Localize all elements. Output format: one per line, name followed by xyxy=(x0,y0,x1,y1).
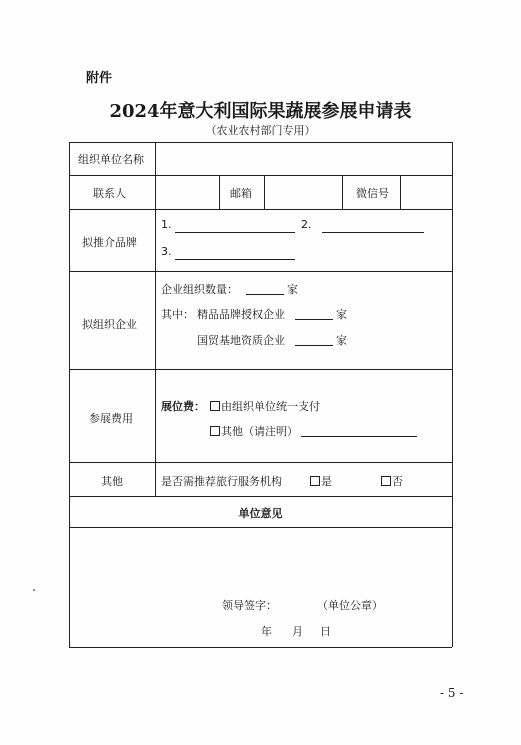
leader-sign-label: 领导签字： xyxy=(222,599,277,612)
table-line xyxy=(219,175,220,209)
premium-brand-blank[interactable] xyxy=(295,319,333,320)
premium-brand-unit: 家 xyxy=(336,308,347,321)
org-name-label: 组织单位名称 xyxy=(78,153,144,166)
company-count-blank[interactable] xyxy=(246,294,284,295)
email-label: 邮箱 xyxy=(230,187,252,200)
table-line xyxy=(69,647,452,648)
fee-label: 参展费用 xyxy=(89,412,133,425)
table-line xyxy=(69,175,452,176)
table-line xyxy=(342,175,343,209)
table-line xyxy=(69,527,452,528)
checkbox-unified[interactable] xyxy=(210,401,220,411)
brand-2-blank[interactable] xyxy=(322,232,424,233)
table-line xyxy=(69,209,452,210)
checkbox-no[interactable] xyxy=(381,476,391,486)
table-line xyxy=(69,271,452,272)
option-no[interactable] xyxy=(381,473,403,489)
opinion-header: 单位意见 xyxy=(238,507,283,520)
companies-label: 拟组织企业 xyxy=(82,318,137,331)
page-number: - 5 - xyxy=(440,686,464,700)
month-label: 月 xyxy=(292,625,303,638)
org-name-field[interactable] xyxy=(157,144,451,174)
attachment-label: 附件 xyxy=(86,71,113,86)
travel-question: 是否需推荐旅行服务机构 xyxy=(161,475,282,488)
table-line xyxy=(400,175,401,209)
company-count-unit: 家 xyxy=(287,283,298,296)
company-count-label: 企业组织数量： xyxy=(161,283,238,296)
table-line xyxy=(69,369,452,370)
brand-3-number: 3. xyxy=(161,245,172,258)
option-no-label: 否 xyxy=(392,475,403,488)
form-title: 2024年意大利国际果蔬展参展申请表 xyxy=(109,101,412,122)
option-unified-label: 由组织单位统一支付 xyxy=(221,400,320,413)
booth-fee-label: 展位费： xyxy=(161,400,205,413)
other-label: 其他 xyxy=(101,475,123,488)
brand-2-number: 2. xyxy=(301,218,312,231)
form-subtitle: （农业农村部门专用） xyxy=(205,124,316,137)
brand-1-blank[interactable] xyxy=(175,232,295,233)
year-label: 年 xyxy=(261,625,272,638)
table-line xyxy=(69,496,452,497)
brands-label: 拟推介品牌 xyxy=(82,236,137,249)
contact-field[interactable] xyxy=(157,177,218,208)
other-specify-blank[interactable] xyxy=(301,436,417,437)
option-unified[interactable] xyxy=(210,398,320,414)
wechat-label: 微信号 xyxy=(356,187,389,200)
option-other[interactable] xyxy=(210,423,298,439)
day-label: 日 xyxy=(320,625,331,638)
table-line xyxy=(155,142,156,496)
checkbox-yes[interactable] xyxy=(310,476,320,486)
option-yes-label: 是 xyxy=(321,475,332,488)
trade-base-unit: 家 xyxy=(336,334,347,347)
table-line xyxy=(69,142,452,143)
unit-seal-label: （单位公章） xyxy=(317,599,383,612)
brand-1-number: 1. xyxy=(161,218,172,231)
among-prefix: 其中： xyxy=(161,308,194,321)
wechat-field[interactable] xyxy=(402,177,451,208)
option-other-label: 其他（请注明） xyxy=(221,425,298,438)
premium-brand-label: 精品品牌授权企业 xyxy=(197,308,285,321)
scan-speck xyxy=(33,589,35,591)
contact-label: 联系人 xyxy=(93,187,126,200)
trade-base-label: 国贸基地资质企业 xyxy=(197,334,285,347)
table-line xyxy=(69,462,452,463)
brand-3-blank[interactable] xyxy=(175,259,295,260)
table-line xyxy=(452,142,453,647)
email-field[interactable] xyxy=(266,177,341,208)
checkbox-other[interactable] xyxy=(210,426,220,436)
table-line xyxy=(69,142,70,647)
table-line xyxy=(264,175,265,209)
trade-base-blank[interactable] xyxy=(295,345,333,346)
option-yes[interactable] xyxy=(310,473,332,489)
